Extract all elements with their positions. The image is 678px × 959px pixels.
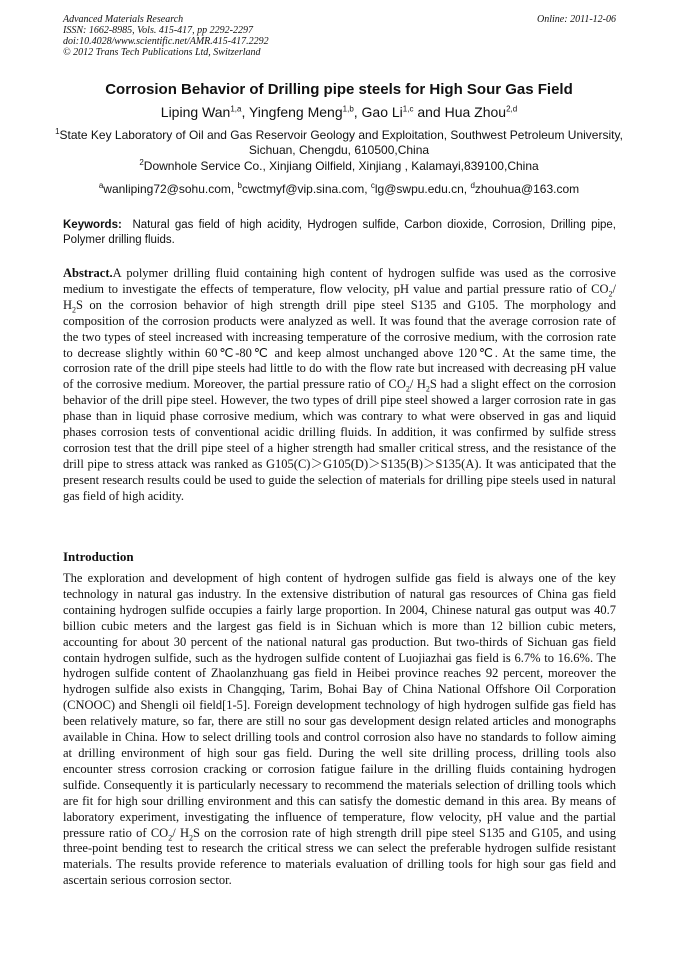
author-name: Hua Zhou bbox=[444, 104, 507, 120]
subscript: 2 bbox=[405, 384, 410, 394]
abstract-text: S had a slight effect on the corrosion behavior of the drill pipe steel. However, the two types of drill pipe steel showed a larger corrosion rate in gas phase than in liquid phase corrosive medium, which was contrary to what were observed in gas and liquid phases corrosion tests of conventional acidic drilling fluids. In addition, it was confirmed by sulfide stress corrosion test that the drill pipe steel of a higher strength had smaller critical stress, and the resistance of the drill pipe to stress attack was ranked as G105(C)＞G105(D)＞S135(B)＞S135(A). It was anticipated that the present research results could be used to guide the selection of materials for drilling pipe steels used in natural gas field of high acidity. bbox=[63, 377, 616, 503]
author-affil-mark: 1,b bbox=[342, 104, 354, 114]
online-date: Online: 2011-12-06 bbox=[537, 14, 616, 25]
email-mark: b bbox=[237, 181, 242, 190]
author-name: Yingfeng Meng bbox=[248, 104, 343, 120]
author-affil-mark: 1,a bbox=[230, 104, 242, 114]
email-link[interactable]: wanliping72@sohu.com bbox=[103, 182, 231, 196]
subscript: 2 bbox=[189, 833, 194, 842]
email-link[interactable]: zhouhua@163.com bbox=[474, 182, 580, 196]
author-separator: , bbox=[241, 104, 249, 120]
author-list bbox=[40, 104, 638, 120]
intro-text: S on the corrosion rate of high strength drill pipe steel S135 and G105, and using three-point bending test to research the critical stress we can select the preferable hydrogen sulfide resistant materials. The results provide reference to materials evaluation of drilling tools for high sour gas field and ascertain serious corrosion sector. bbox=[63, 825, 617, 888]
abstract bbox=[63, 266, 616, 505]
subscript: 2 bbox=[72, 305, 77, 315]
journal-header bbox=[63, 14, 616, 58]
abstract-text: S on the corrosion behavior of high strength drill pipe steel S135 and G105. The morphology and composition of the corrosion products were analyzed as well. It was found that the average corrosion rate of the two types of steel increased with increasing temperature of the corrosive medium, with the corrosion rate to decrease slightly within 60℃-80℃ and keep almost unchanged above 120℃. At the same time, the corrosion rate of the drill pipe steels had little to do with the flow rate but increased with decreasing pH value of the corrosive medium. Moreover, the partial pressure ratio of CO bbox=[63, 297, 616, 392]
subscript: 2 bbox=[425, 384, 430, 394]
abstract-text: / H bbox=[409, 377, 426, 392]
author-affil-mark: 2,d bbox=[506, 104, 518, 114]
introduction-body bbox=[63, 571, 616, 889]
section-heading-introduction: Introduction bbox=[63, 549, 134, 564]
affiliation-1 bbox=[40, 128, 638, 158]
affiliation-mark: 2 bbox=[139, 158, 144, 167]
subscript: 2 bbox=[608, 289, 613, 299]
author-name: Liping Wan bbox=[160, 104, 231, 120]
journal-copyright: © 2012 Trans Tech Publications Ltd, Switzerland bbox=[63, 47, 261, 58]
affiliation-mark: 1 bbox=[55, 127, 60, 136]
email-mark: d bbox=[470, 181, 475, 190]
subscript: 2 bbox=[168, 833, 173, 842]
affiliation-text: State Key Laboratory of Oil and Gas Reservoir Geology and Exploitation, Southwest Petroleum University, Sichuan, Chengdu, 610500,China bbox=[59, 128, 623, 157]
abstract-text: A polymer drilling fluid containing high content of hydrogen sulfide was used as the corrosive medium to investigate the effects of temperature, flow velocity, pH value and partial pressure ratio of CO bbox=[63, 266, 616, 296]
email-link[interactable]: cwctmyf@vip.sina.com bbox=[242, 182, 365, 196]
keywords-text: Natural gas field of high acidity, Hydrogen sulfide, Carbon dioxide, Corrosion, Drilling pipe, Polymer drilling fluids. bbox=[63, 219, 617, 246]
abstract-label: Abstract. bbox=[63, 266, 113, 280]
intro-text: The exploration and development of high content of hydrogen sulfide gas field is always one of the key technology in natural gas industry. In the extensive distribution of natural gas resources of China gas field containing hydrogen sulfide occupies a fairly large proportion. In 2004, Chinese natural gas output was 40.7 billion cubic meters and the largest gas field is in Sichuan which is more than 12 billion cubic meters, accounting for about 30 percent of the national natural gas production. But two-thirds of Sichuan gas field contain hydrogen sulfide, such as the hydrogen sulfide content of Luojiazhai gas field is 6.7% to 16.6%. The hydrogen sulfide content of Zhaolanzhuang gas field in Heibei province reaches 92 percent, moreover the hydrogen sulfide also exists in Changqing, Tarim, Bohai Bay of China National Offshore Oil Corporation (CNOOC) and Shengli oil field[1-5]. Foreign development technology of high hydrogen sulfide gas field has been relatively mature, so far, there are still no sour gas development design related articles and monographs available in China. How to select drilling tools and control corrosion also have no standards to follow aiming at drilling environment of high sour gas field. During the well site drilling process, drilling tools also encounter stress corrosion cracking or corrosion fatigue failure in the drilling fluids containing hydrogen sulfide. Consequently it is particularly necessary to recommend the materials selection of drilling tools which are fit for high sour drilling environment and this can satisfy the domestic demand in this area. By means of laboratory experiment, investigating the influence of temperature, flow velocity, pH value and the partial pressure ratio of CO bbox=[63, 571, 616, 840]
author-affil-mark: 1,c bbox=[402, 104, 414, 114]
author-separator: and bbox=[413, 104, 445, 120]
author-emails: $^a$wanliping72@sohu.com, $^b$cwctmyf@vip.sina.com, $^c$lg@swpu.edu.cn, $^d$zhouhua@163.com bbox=[98, 181, 580, 196]
journal-doi: doi:10.4028/www.scientific.net/AMR.415-417.2292 bbox=[63, 36, 269, 47]
affiliation-text: Downhole Service Co., Xinjiang Oilfield, Xinjiang , Kalamayi,839100,China bbox=[143, 159, 539, 173]
paper-title: Corrosion Behavior of Drilling pipe steels for High Sour Gas Field bbox=[105, 81, 573, 98]
keywords bbox=[63, 218, 616, 248]
intro-text: / H bbox=[172, 825, 190, 840]
keywords-label: Keywords: bbox=[63, 219, 122, 231]
email-mark: a bbox=[98, 181, 104, 190]
author-separator: , bbox=[353, 104, 362, 120]
journal-issn: ISSN: 1662-8985, Vols. 415-417, pp 2292-2297 bbox=[63, 25, 253, 36]
abstract-text: / H bbox=[63, 281, 616, 312]
affiliation-2 bbox=[40, 159, 638, 174]
email-mark: c bbox=[370, 181, 375, 190]
journal-name: Advanced Materials Research bbox=[63, 14, 184, 25]
author-name: Gao Li bbox=[361, 104, 403, 120]
email-link[interactable]: lg@swpu.edu.cn bbox=[374, 182, 464, 196]
